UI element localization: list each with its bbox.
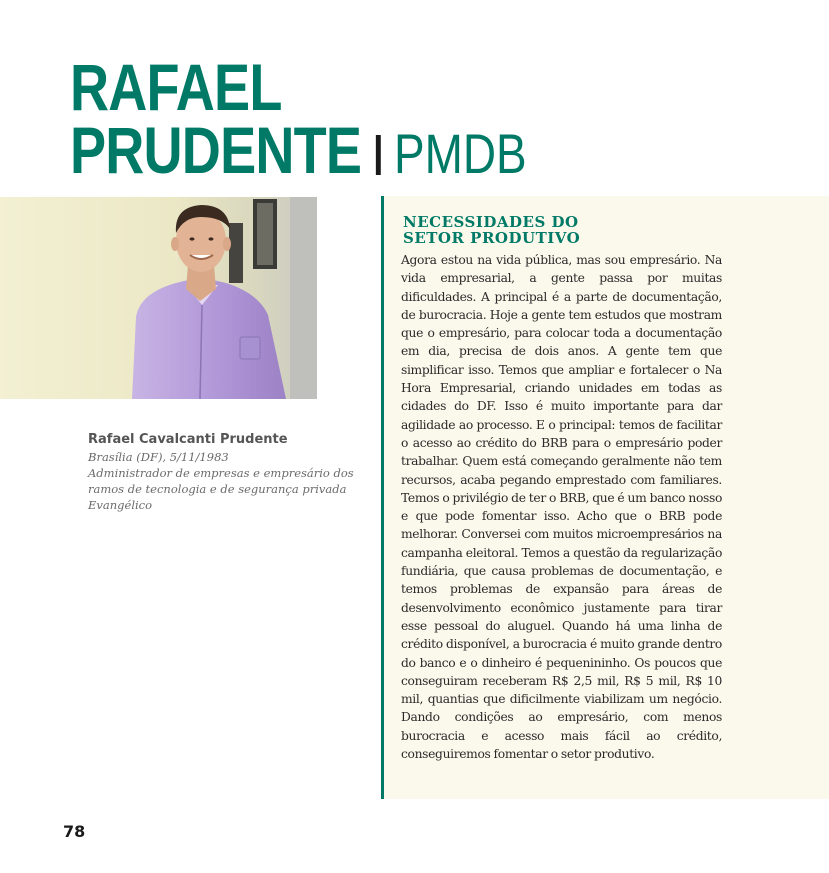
article-heading-line2: SETOR PRODUTIVO — [403, 229, 581, 247]
bio-religion: Evangélico — [88, 498, 153, 512]
candidate-bio — [88, 432, 358, 513]
bio-birth: Brasília (DF), 5/11/1983 — [88, 450, 229, 464]
candidate-last-name: PRUDENTE — [70, 113, 362, 187]
party-name: PMDB — [393, 122, 527, 185]
candidate-photo — [0, 197, 317, 399]
article-heading-line1: NECESSIDADES DO — [403, 213, 579, 231]
candidate-first-name: RAFAEL — [70, 50, 282, 124]
article-heading — [403, 214, 703, 246]
title-separator — [376, 135, 381, 175]
bio-occupation: Administrador de empresas e empresário dos ramos de tecnologia e de segurança privada — [88, 466, 354, 496]
article-panel — [381, 196, 829, 799]
page-number: 78 — [63, 822, 86, 841]
article-body: Agora estou na vida pública, mas sou empresário. Na vida empresarial, a gente passa por muitas dificuldades. A principal é a parte de documentação, de burocracia. Hoje a gente tem estudos que mostram que o empresário, para colocar toda a documentação em dia, precisa de dois anos. A gente tem que simplificar isso. Temos que ampliar e fortalecer o Na Hora Empresarial, criando unidades em todas as cidades do DF. Isso é muito importante para dar agilidade ao processo. E o principal: temos de facilitar o acesso ao crédito do BRB para o empresário poder trabalhar. Quem está começando geralmente não tem recursos, acaba pegando emprestado com familiares. Temos o privilégio de ter o BRB, que é um banco nosso e que pode fomentar isso. Acho que o BRB pode melhorar. Conversei com muitos microempresários na campanha eleitoral. Temos a questão da regularização fundiária, que causa problemas de documentação, e temos problemas de expansão para áreas de desenvolvimento econômico justamente para tirar esse pessoal do aluguel. Quando há uma linha de crédito disponível, a burocracia é muito grande dentro do banco e o dinheiro é pequenininho. Os poucos que conseguiram receberam R$ 2,5 mil, R$ 5 mil, R$ 10 mil, quantias que dificilmente viabilizam um negócio. Dando condições ao empresário, com menos burocracia e acesso mais fácil ao crédito, conseguiremos fomentar o setor produtivo. — [401, 253, 722, 762]
bio-full-name: Rafael Cavalcanti Prudente — [88, 432, 288, 447]
portrait-illustration — [0, 197, 317, 399]
candidate-title — [70, 50, 527, 187]
